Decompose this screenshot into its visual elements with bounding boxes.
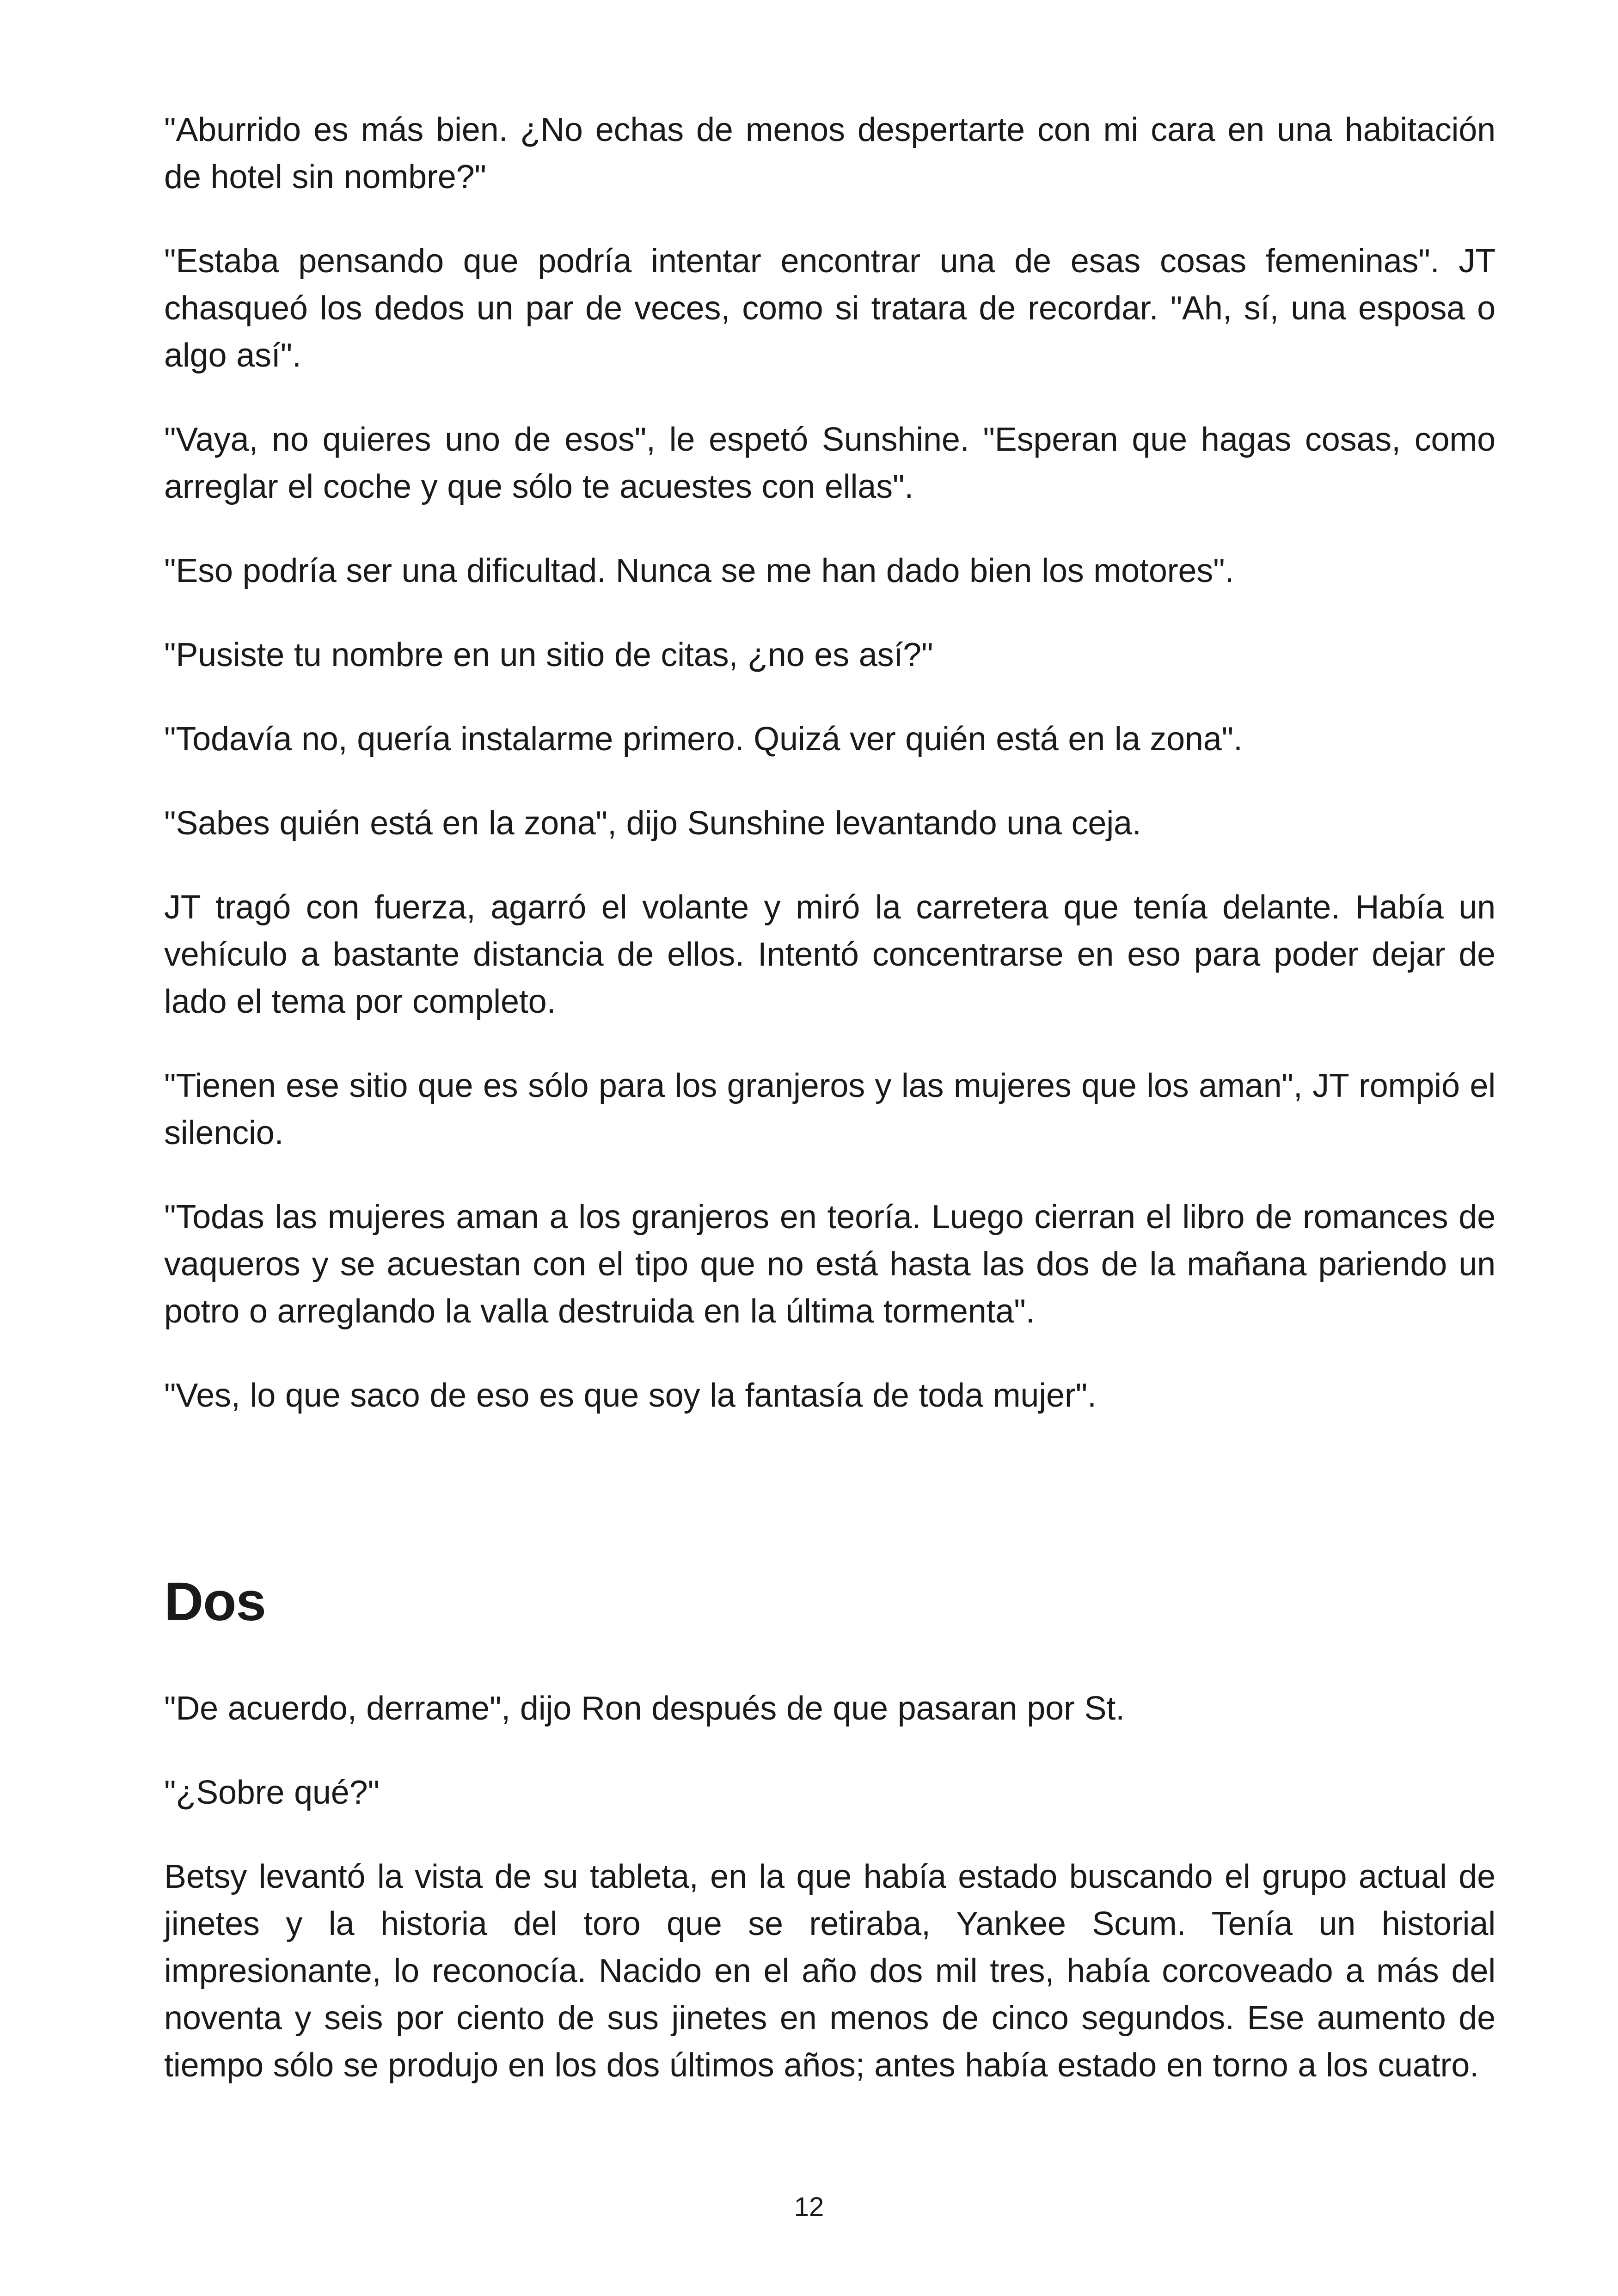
paragraph: "Sabes quién está en la zona", dijo Sunshine levantando una ceja. bbox=[164, 805, 1141, 842]
paragraph: "Estaba pensando que podría intentar encontrar una de esas cosas femeninas". JT chasqueó los dedos un par de veces, como si tratara de recordar. "Ah, sí, una esposa o algo así". bbox=[164, 243, 1495, 374]
page-content bbox=[164, 106, 1495, 2126]
chapter-heading: Dos bbox=[164, 1571, 266, 1632]
paragraph: Betsy levantó la vista de su tableta, en la que había estado buscando el grupo actual de jinetes y la historia del toro que se retiraba, Yankee Scum. Tenía un historial impresionante, lo reconocía. Nacido en el año dos mil tres, había corcoveado a más del noventa y seis por ciento de sus jinetes en menos de cinco segundos. Ese aumento de tiempo sólo se produjo en los dos últimos años; antes había estado en torno a los cuatro. bbox=[164, 1858, 1495, 2084]
paragraph: JT tragó con fuerza, agarró el volante y miró la carretera que tenía delante. Había un vehículo a bastante distancia de ellos. Intentó concentrarse en eso para poder dejar de lado el tema por completo. bbox=[164, 889, 1495, 1020]
paragraph: "Todavía no, quería instalarme primero. Quizá ver quién está en la zona". bbox=[164, 721, 1243, 758]
paragraph: "De acuerdo, derrame", dijo Ron después de que pasaran por St. bbox=[164, 1690, 1125, 1727]
paragraph: "Ves, lo que saco de eso es que soy la fantasía de toda mujer". bbox=[164, 1377, 1097, 1414]
paragraph: "Aburrido es más bien. ¿No echas de menos despertarte con mi cara en una habitación de hotel sin nombre?" bbox=[164, 111, 1495, 196]
paragraph: "Tienen ese sitio que es sólo para los granjeros y las mujeres que los aman", JT rompió el silencio. bbox=[164, 1067, 1495, 1151]
paragraph: "Eso podría ser una dificultad. Nunca se me han dado bien los motores". bbox=[164, 552, 1234, 589]
page-number: 12 bbox=[794, 2192, 824, 2222]
paragraph: "¿Sobre qué?" bbox=[164, 1774, 380, 1811]
paragraph: "Todas las mujeres aman a los granjeros en teoría. Luego cierran el libro de romances de vaqueros y se acuestan con el tipo que no está hasta las dos de la mañana pariendo un potro o arreglando la valla destruida en la última tormenta". bbox=[164, 1199, 1495, 1330]
paragraph: "Pusiste tu nombre en un sitio de citas, ¿no es así?" bbox=[164, 637, 933, 673]
paragraph: "Vaya, no quieres uno de esos", le espetó Sunshine. "Esperan que hagas cosas, como arreglar el coche y que sólo te acuestes con ellas". bbox=[164, 421, 1495, 505]
